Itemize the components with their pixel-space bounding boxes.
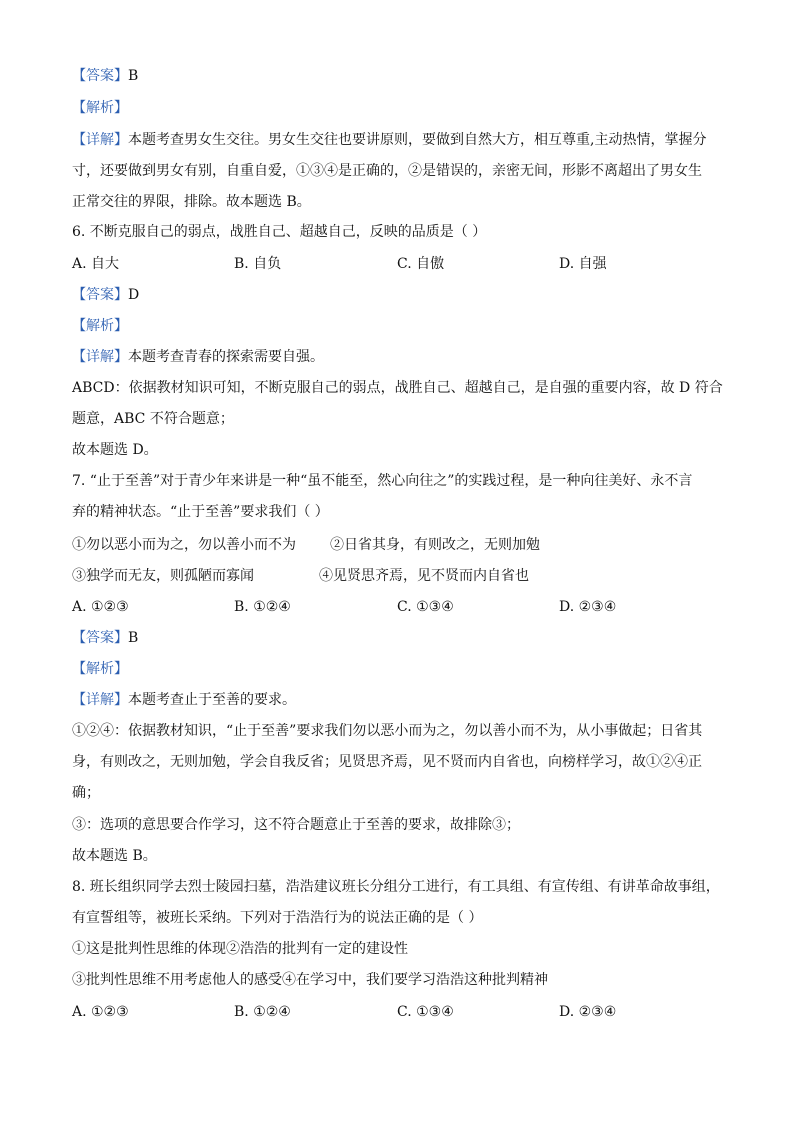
question-text: 8. 班长组织同学去烈士陵园扫墓，浩浩建议班长分组分工进行，有工具组、有宣传组、有讲革命故事组， [72, 879, 720, 895]
analysis-tag: 【解析】 [72, 661, 128, 677]
detail-tag: 【详解】 [72, 692, 128, 708]
question-text: 有宣誓组等，被班长采纳。下列对于浩浩行为的说法正确的是（ ） [72, 910, 483, 926]
detail-text: 正常交往的界限，排除。故本题选 B。 [72, 194, 311, 210]
q8-option-a: A. ①②③ [72, 1004, 129, 1020]
detail-tag: 【详解】 [72, 132, 128, 148]
detail-line [72, 409, 234, 429]
detail-text: 故本题选 B。 [72, 848, 157, 864]
question-7 [72, 471, 692, 491]
q7-option-d: D. ②③④ [559, 599, 617, 615]
detail-line [72, 846, 157, 866]
detail-line [72, 161, 702, 181]
detail-line [72, 783, 100, 803]
detail-line [72, 440, 158, 460]
q7-item-3: ③独学而无友，则孤陋而寡闻 [72, 568, 254, 584]
q7-option-a: A. ①②③ [72, 599, 129, 615]
q8-option-b: B. ①②④ [234, 1004, 291, 1020]
detail-text: 本题考查男女生交往。男女生交往也要讲原则，要做到自然大方，相互尊重,主动热情，掌握分 [128, 132, 707, 148]
detail-text: 身，有则改之，无则加勉，学会自我反省；见贤思齐焉，见不贤而内自省也，向榜样学习，故①②④正 [72, 754, 702, 770]
answer-tag: 【答案】 [72, 68, 128, 84]
detail-tag: 【详解】 [72, 349, 128, 365]
analysis-line [72, 316, 128, 336]
answer-line [72, 285, 139, 305]
detail-line [72, 192, 311, 212]
q8-items-2 [72, 970, 548, 990]
answer-line [72, 66, 138, 86]
detail-text: 寸，还要做到男女有别，自重自爱，①③④是正确的，②是错误的，亲密无间，形影不离超出了男女生 [72, 163, 702, 179]
detail-line [72, 347, 324, 367]
q8-items-1 [72, 939, 408, 959]
detail-text: ABCD：依据教材知识可知，不断克服自己的弱点，战胜自己、超越自己，是自强的重要内容，故 D 符合 [72, 380, 723, 396]
detail-line [72, 815, 520, 835]
detail-text: 本题考查青春的探索需要自强。 [128, 349, 324, 365]
analysis-line [72, 659, 128, 679]
question-text: ③批判性思维不用考虑他人的感受④在学习中，我们要学习浩浩这种批判精神 [72, 972, 548, 988]
q7-item-2: ②日省其身，有则改之，无则加勉 [330, 537, 540, 553]
question-text: 6. 不断克服自己的弱点，战胜自己、超越自己，反映的品质是（ ） [72, 224, 487, 240]
q6-option-a: A. 自大 [72, 256, 120, 272]
answer-value: B [128, 630, 139, 646]
question-text: 弃的精神状态。“止于至善”要求我们（ ） [72, 504, 329, 520]
answer-value: B [128, 68, 139, 84]
detail-line [72, 721, 702, 741]
analysis-tag: 【解析】 [72, 100, 128, 116]
analysis-tag: 【解析】 [72, 318, 128, 334]
detail-text: 本题考查止于至善的要求。 [128, 692, 296, 708]
detail-text: 故本题选 D。 [72, 442, 158, 458]
q6-option-d: D. 自强 [559, 256, 607, 272]
detail-line [72, 130, 706, 150]
detail-text: ①②④：依据教材知识，“止于至善”要求我们勿以恶小而为之，勿以善小而不为，从小事做起；日省其 [72, 723, 703, 739]
detail-text: ③：选项的意思要合作学习，这不符合题意止于至善的要求，故排除③； [72, 817, 520, 833]
detail-text: 题意，ABC 不符合题意； [72, 411, 234, 427]
question-6 [72, 222, 486, 242]
detail-line [72, 752, 702, 772]
q6-option-c: C. 自傲 [397, 256, 445, 272]
detail-text: 确； [72, 785, 100, 801]
answer-value: D [128, 287, 140, 303]
q7-option-c: C. ①③④ [397, 599, 454, 615]
q7-item-4: ④见贤思齐焉，见不贤而内自省也 [319, 568, 529, 584]
q7-option-b: B. ①②④ [234, 599, 291, 615]
answer-tag: 【答案】 [72, 287, 128, 303]
question-7-cont [72, 502, 329, 522]
q8-option-c: C. ①③④ [397, 1004, 454, 1020]
detail-line [72, 378, 723, 398]
question-text: ①这是批判性思维的体现②浩浩的批判有一定的建设性 [72, 941, 408, 957]
answer-line [72, 628, 138, 648]
question-8 [72, 877, 720, 897]
answer-tag: 【答案】 [72, 630, 128, 646]
analysis-line [72, 98, 128, 118]
question-text: 7. “止于至善”对于青少年来讲是一种“虽不能至，然心向往之”的实践过程，是一种向往美好、永不言 [72, 473, 693, 489]
question-8-cont [72, 908, 482, 928]
detail-line [72, 690, 296, 710]
q6-option-b: B. 自负 [234, 256, 282, 272]
q8-option-d: D. ②③④ [559, 1004, 617, 1020]
q7-item-1: ①勿以恶小而为之，勿以善小而不为 [72, 537, 296, 553]
